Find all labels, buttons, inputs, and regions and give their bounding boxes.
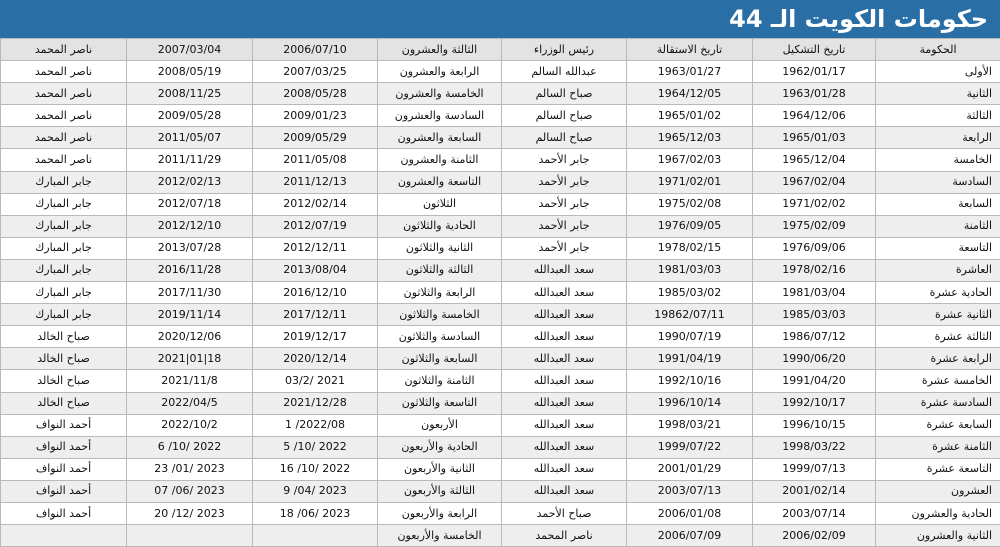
table-cell: الأولى — [876, 61, 1000, 83]
table-cell: 1991/04/19 — [627, 348, 753, 370]
table-row — [1, 414, 1000, 436]
table-cell: 1996/10/15 — [753, 414, 876, 436]
table-cell: التاسعة والعشرون — [378, 171, 502, 193]
table-cell: صباح الأحمد — [502, 502, 627, 524]
table-cell: جابر الأحمد — [502, 215, 627, 237]
table-cell: السابعة — [876, 193, 1000, 215]
table-cell: الثانية — [876, 83, 1000, 105]
table-cell: 2009/05/29 — [253, 127, 378, 149]
table-cell: 2022/10/2 — [127, 414, 253, 436]
table-cell: جابر الأحمد — [502, 193, 627, 215]
header-resignation-date: تاريخ الاستقالة — [627, 39, 753, 61]
table-cell: الخامسة والثلاثون — [378, 304, 502, 326]
table-cell: 19862/07/11 — [627, 304, 753, 326]
table-cell: 2020/12/06 — [127, 326, 253, 348]
table-row — [1, 237, 1000, 259]
header-row — [1, 39, 1000, 61]
table-cell: 2009/01/23 — [253, 105, 378, 127]
table-cell: أحمد النواف — [1, 458, 127, 480]
table-cell: 1996/10/14 — [627, 392, 753, 414]
table-row — [1, 127, 1000, 149]
table-cell: السادسة — [876, 171, 1000, 193]
table-cell: 2003/07/13 — [627, 480, 753, 502]
table-cell: 2019/11/14 — [127, 304, 253, 326]
table-cell: 2022 /10/ 6 — [127, 436, 253, 458]
table-row — [1, 193, 1000, 215]
table-cell: الرابعة والعشرون — [378, 61, 502, 83]
table-cell: صباح السالم — [502, 105, 627, 127]
header-government: الحكومة — [876, 39, 1000, 61]
table-cell: 2008/11/25 — [127, 83, 253, 105]
table-cell: 1992/10/17 — [753, 392, 876, 414]
table-cell: 2022/04/5 — [127, 392, 253, 414]
table-row — [1, 83, 1000, 105]
table-cell: الثانية عشرة — [876, 304, 1000, 326]
table-cell: 2011/12/13 — [253, 171, 378, 193]
table-cell: السادسة والثلاثون — [378, 326, 502, 348]
table-cell: 2012/02/14 — [253, 193, 378, 215]
table-cell: 2012/12/11 — [253, 237, 378, 259]
table-cell: سعد العبدالله — [502, 282, 627, 304]
table-cell: 1965/12/04 — [753, 149, 876, 171]
table-cell: أحمد النواف — [1, 480, 127, 502]
page-title: حكومات الكويت الـ 44 — [729, 4, 988, 34]
table-cell: سعد العبدالله — [502, 436, 627, 458]
table-cell: 1965/01/02 — [627, 105, 753, 127]
table-cell: 2016/12/10 — [253, 282, 378, 304]
governments-table — [0, 38, 1000, 547]
table-cell: الثانية والأربعون — [378, 458, 502, 480]
table-cell: 2020/12/14 — [253, 348, 378, 370]
table-cell: جابر المبارك — [1, 193, 127, 215]
table-cell: 1964/12/06 — [753, 105, 876, 127]
table-cell: الثالثة — [876, 105, 1000, 127]
table-cell: صباح الخالد — [1, 370, 127, 392]
table-cell: جابر المبارك — [1, 282, 127, 304]
table-cell: 2006/07/09 — [627, 525, 753, 547]
table-cell: 2003/07/14 — [753, 502, 876, 524]
table-cell: سعد العبدالله — [502, 259, 627, 281]
table-cell: أحمد النواف — [1, 414, 127, 436]
table-cell: 1967/02/03 — [627, 149, 753, 171]
table-cell: 1981/03/04 — [753, 282, 876, 304]
table-cell: 2011/05/07 — [127, 127, 253, 149]
table-cell: 1976/09/05 — [627, 215, 753, 237]
table-cell: 1999/07/13 — [753, 458, 876, 480]
header-prime-minister: رئيس الوزراء — [502, 39, 627, 61]
table-cell: 2017/12/11 — [253, 304, 378, 326]
table-cell: ناصر المحمد — [1, 127, 127, 149]
table-row — [1, 370, 1000, 392]
table-cell: الحادية والثلاثون — [378, 215, 502, 237]
header-cell-resignation-23: 2007/03/04 — [127, 39, 253, 61]
table-cell: 1985/03/03 — [753, 304, 876, 326]
table-cell: صباح الخالد — [1, 326, 127, 348]
table-cell: 2001/01/29 — [627, 458, 753, 480]
table-cell: 1963/01/27 — [627, 61, 753, 83]
table-cell: السابعة والثلاثون — [378, 348, 502, 370]
table-row — [1, 480, 1000, 502]
table-cell: الثانية والثلاثون — [378, 237, 502, 259]
table-cell: 2023 /04/ 9 — [253, 480, 378, 502]
table-cell: 1998/03/21 — [627, 414, 753, 436]
table-cell: 1985/03/02 — [627, 282, 753, 304]
table-cell: السابعة عشرة — [876, 414, 1000, 436]
table-cell: جابر المبارك — [1, 237, 127, 259]
table-cell: جابر المبارك — [1, 259, 127, 281]
table-cell: جابر المبارك — [1, 304, 127, 326]
header-cell-pm-23: ناصر المحمد — [1, 39, 127, 61]
table-cell: سعد العبدالله — [502, 480, 627, 502]
table-cell: الأربعون — [378, 414, 502, 436]
table-cell: 2006/01/08 — [627, 502, 753, 524]
table-row — [1, 326, 1000, 348]
table-cell: 1971/02/01 — [627, 171, 753, 193]
header-cell-government-23: الثالثة والعشرون — [378, 39, 502, 61]
table-cell: سعد العبدالله — [502, 458, 627, 480]
table-cell: جابر المبارك — [1, 215, 127, 237]
table-body — [1, 61, 1000, 547]
table-cell: 2019/12/17 — [253, 326, 378, 348]
table-row — [1, 502, 1000, 524]
table-cell: 2006/02/09 — [753, 525, 876, 547]
table-cell: 2022 /10/ 16 — [253, 458, 378, 480]
table-cell: أحمد النواف — [1, 502, 127, 524]
table-cell: 2021 /03/2 — [253, 370, 378, 392]
table-cell: 1967/02/04 — [753, 171, 876, 193]
table-cell: سعد العبدالله — [502, 326, 627, 348]
table-cell: صباح الخالد — [1, 348, 127, 370]
table-row — [1, 436, 1000, 458]
table-cell: الخامسة — [876, 149, 1000, 171]
table-cell: السادسة عشرة — [876, 392, 1000, 414]
table-cell: الخامسة والأربعون — [378, 525, 502, 547]
table-cell: 2012/02/13 — [127, 171, 253, 193]
table-cell: الرابعة عشرة — [876, 348, 1000, 370]
table-cell: 2013/07/28 — [127, 237, 253, 259]
table-cell: صباح السالم — [502, 127, 627, 149]
table-cell: الثامنة والعشرون — [378, 149, 502, 171]
table-cell: 1965/12/03 — [627, 127, 753, 149]
table-cell: جابر المبارك — [1, 171, 127, 193]
table-cell: 2022/08/ 1 — [253, 414, 378, 436]
table-cell: الثالثة عشرة — [876, 326, 1000, 348]
table-row — [1, 215, 1000, 237]
table-cell: 1964/12/05 — [627, 83, 753, 105]
table-cell: ناصر المحمد — [1, 61, 127, 83]
table-cell: 1962/01/17 — [753, 61, 876, 83]
table-cell: ناصر المحمد — [502, 525, 627, 547]
table-cell: العاشرة — [876, 259, 1000, 281]
table-row — [1, 458, 1000, 480]
table-cell: ناصر المحمد — [1, 149, 127, 171]
table-cell: الرابعة — [876, 127, 1000, 149]
table-cell: الحادية والأربعون — [378, 436, 502, 458]
table-cell: 2009/05/28 — [127, 105, 253, 127]
table-cell: 1975/02/08 — [627, 193, 753, 215]
table-cell: الخامسة والعشرون — [378, 83, 502, 105]
table-cell: أحمد النواف — [1, 436, 127, 458]
table-cell: 2023 /12/ 20 — [127, 502, 253, 524]
table-cell: الحادية عشرة — [876, 282, 1000, 304]
table-cell: 2016/11/28 — [127, 259, 253, 281]
table-cell: جابر الأحمد — [502, 149, 627, 171]
header-formation-date: تاريخ التشكيل — [753, 39, 876, 61]
table-cell: 1965/01/03 — [753, 127, 876, 149]
table-cell: 1963/01/28 — [753, 83, 876, 105]
title-banner — [0, 0, 1000, 38]
table-row — [1, 525, 1000, 547]
table-cell: 2023 /06/ 18 — [253, 502, 378, 524]
table-cell: السابعة والعشرون — [378, 127, 502, 149]
table-cell: العشرون — [876, 480, 1000, 502]
table-cell: 2021/12/28 — [253, 392, 378, 414]
table-cell: 1971/02/02 — [753, 193, 876, 215]
table-row — [1, 259, 1000, 281]
table-cell: الثامنة عشرة — [876, 436, 1000, 458]
table-cell: 1981/03/03 — [627, 259, 753, 281]
table-cell: 1975/02/09 — [753, 215, 876, 237]
table-row — [1, 282, 1000, 304]
table-cell: الحادية والعشرون — [876, 502, 1000, 524]
table-cell: 1992/10/16 — [627, 370, 753, 392]
table-cell: سعد العبدالله — [502, 348, 627, 370]
header-cell-formation-23: 2006/07/10 — [253, 39, 378, 61]
table-cell: 2023 /06/ 07 — [127, 480, 253, 502]
table-cell — [253, 525, 378, 547]
table-cell: 2007/03/25 — [253, 61, 378, 83]
table-cell: 2023 /01/ 23 — [127, 458, 253, 480]
table-cell: 2011/05/08 — [253, 149, 378, 171]
table-cell — [1, 525, 127, 547]
table-cell: الثالثة والثلاثون — [378, 259, 502, 281]
table-cell: الثامنة — [876, 215, 1000, 237]
table-cell: سعد العبدالله — [502, 392, 627, 414]
table-cell: 18|01|2021 — [127, 348, 253, 370]
table-cell: 1990/06/20 — [753, 348, 876, 370]
table-cell: 2017/11/30 — [127, 282, 253, 304]
table-cell: عبدالله السالم — [502, 61, 627, 83]
table-cell: صباح الخالد — [1, 392, 127, 414]
table-cell: صباح السالم — [502, 83, 627, 105]
table-cell: 2021/11/8 — [127, 370, 253, 392]
table-cell: 2011/11/29 — [127, 149, 253, 171]
table-cell: 1978/02/15 — [627, 237, 753, 259]
table-cell: 2008/05/19 — [127, 61, 253, 83]
table-cell: 1976/09/06 — [753, 237, 876, 259]
table-cell: الرابعة والأربعون — [378, 502, 502, 524]
table-cell: سعد العبدالله — [502, 414, 627, 436]
table-cell: 2013/08/04 — [253, 259, 378, 281]
table-cell: السادسة والعشرون — [378, 105, 502, 127]
table-cell: 2008/05/28 — [253, 83, 378, 105]
table-cell: جابر الأحمد — [502, 237, 627, 259]
table-cell: 1986/07/12 — [753, 326, 876, 348]
table-cell — [127, 525, 253, 547]
table-cell: 1999/07/22 — [627, 436, 753, 458]
table-row — [1, 61, 1000, 83]
table-cell: جابر الأحمد — [502, 171, 627, 193]
table-cell: 1990/07/19 — [627, 326, 753, 348]
table-cell: سعد العبدالله — [502, 370, 627, 392]
table-cell: 2012/07/18 — [127, 193, 253, 215]
table-cell: الثلاثون — [378, 193, 502, 215]
table-cell: 1978/02/16 — [753, 259, 876, 281]
table-cell: الخامسة عشرة — [876, 370, 1000, 392]
table-cell: الثانية والعشرون — [876, 525, 1000, 547]
table-cell: 2012/12/10 — [127, 215, 253, 237]
table-cell: التاسعة — [876, 237, 1000, 259]
table-row — [1, 105, 1000, 127]
table-cell: 2012/07/19 — [253, 215, 378, 237]
table-cell: الرابعة والثلاثون — [378, 282, 502, 304]
table-cell: سعد العبدالله — [502, 304, 627, 326]
table-cell: التاسعة والثلاثون — [378, 392, 502, 414]
table-cell: 1991/04/20 — [753, 370, 876, 392]
table-cell: ناصر المحمد — [1, 83, 127, 105]
table-row — [1, 149, 1000, 171]
table-cell: 1998/03/22 — [753, 436, 876, 458]
table-row — [1, 171, 1000, 193]
table-cell: التاسعة عشرة — [876, 458, 1000, 480]
table-row — [1, 392, 1000, 414]
table-cell: 2001/02/14 — [753, 480, 876, 502]
table-cell: الثالثة والأربعون — [378, 480, 502, 502]
table-row — [1, 304, 1000, 326]
table-cell: 2022 /10/ 5 — [253, 436, 378, 458]
table-row — [1, 348, 1000, 370]
table-cell: ناصر المحمد — [1, 105, 127, 127]
table-cell: الثامنة والثلاثون — [378, 370, 502, 392]
